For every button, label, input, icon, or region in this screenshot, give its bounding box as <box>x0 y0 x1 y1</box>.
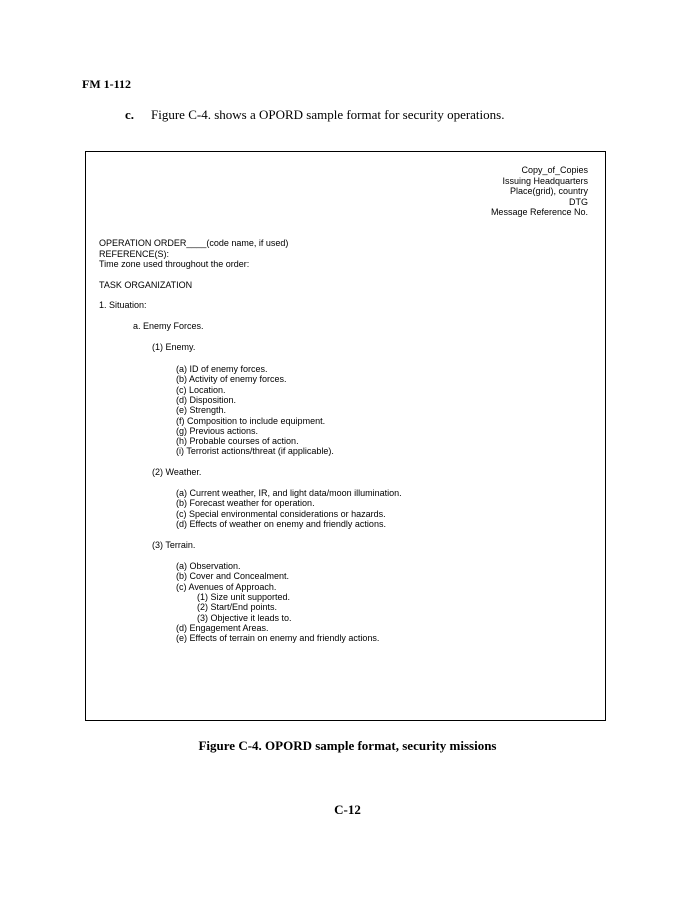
task-organization-heading: TASK ORGANIZATION <box>99 280 193 290</box>
terrain-heading: (3) Terrain. <box>152 540 196 550</box>
weather-heading: (2) Weather. <box>152 467 202 477</box>
time-zone-line: Time zone used throughout the order: <box>99 259 250 269</box>
paragraph-marker: c. <box>125 107 135 122</box>
header-line-message-ref: Message Reference No. <box>490 207 588 217</box>
page-number: C-12 <box>334 802 361 817</box>
enemy-item: (i) Terrorist actions/threat (if applicable). <box>176 446 334 457</box>
enemy-heading: (1) Enemy. <box>152 342 196 352</box>
enemy-item: (a) ID of enemy forces. <box>176 364 268 374</box>
enemy-item: (f) Composition to include equipment. <box>176 415 326 426</box>
enemy-item: (h) Probable courses of action. <box>176 436 299 447</box>
manual-id: FM 1-112 <box>82 77 131 91</box>
header-line-place: Place(grid), country <box>509 186 588 196</box>
intro-text: Figure C-4. shows a OPORD sample format for security operations. <box>151 107 505 122</box>
terrain-item: (b) Cover and Concealment. <box>176 571 290 582</box>
weather-item: (d) Effects of weather on enemy and friendly actions. <box>176 518 386 529</box>
situation-heading: 1. Situation: <box>99 300 147 310</box>
terrain-subitem: (2) Start/End points. <box>197 602 278 613</box>
terrain-item: (d) Engagement Areas. <box>176 622 269 633</box>
enemy-item: (g) Previous actions. <box>176 425 259 436</box>
enemy-item: (d) Disposition. <box>176 394 237 405</box>
opord-figure <box>85 151 606 721</box>
enemy-item: (b) Activity of enemy forces. <box>176 374 287 385</box>
weather-item: (b) Forecast weather for operation. <box>176 498 315 509</box>
operation-order-line: OPERATION ORDER____(code name, if used) <box>99 238 289 248</box>
intro-paragraph <box>125 107 504 123</box>
figure-caption: Figure C-4. OPORD sample format, security missions <box>198 738 497 753</box>
terrain-item: (a) Observation. <box>176 561 241 571</box>
enemy-forces-heading: a. Enemy Forces. <box>133 321 204 331</box>
order-header-block <box>491 165 588 218</box>
references-line: REFERENCE(S): <box>99 248 170 259</box>
weather-item: (a) Current weather, IR, and light data/moon illumination. <box>176 488 402 498</box>
terrain-item: (c) Avenues of Approach. <box>176 581 277 592</box>
header-line-dtg: DTG <box>569 196 588 207</box>
header-line-copy: Copy_of_Copies <box>521 165 588 175</box>
enemy-item: (c) Location. <box>176 384 226 395</box>
header-line-issuing-hq: Issuing Headquarters <box>502 175 588 186</box>
terrain-item: (e) Effects of terrain on enemy and friendly actions. <box>176 633 380 644</box>
terrain-subitem: (1) Size unit supported. <box>197 591 291 602</box>
terrain-subitem: (3) Objective it leads to. <box>197 612 292 623</box>
weather-item: (c) Special environmental considerations or hazards. <box>176 508 386 519</box>
enemy-item: (e) Strength. <box>176 405 227 416</box>
